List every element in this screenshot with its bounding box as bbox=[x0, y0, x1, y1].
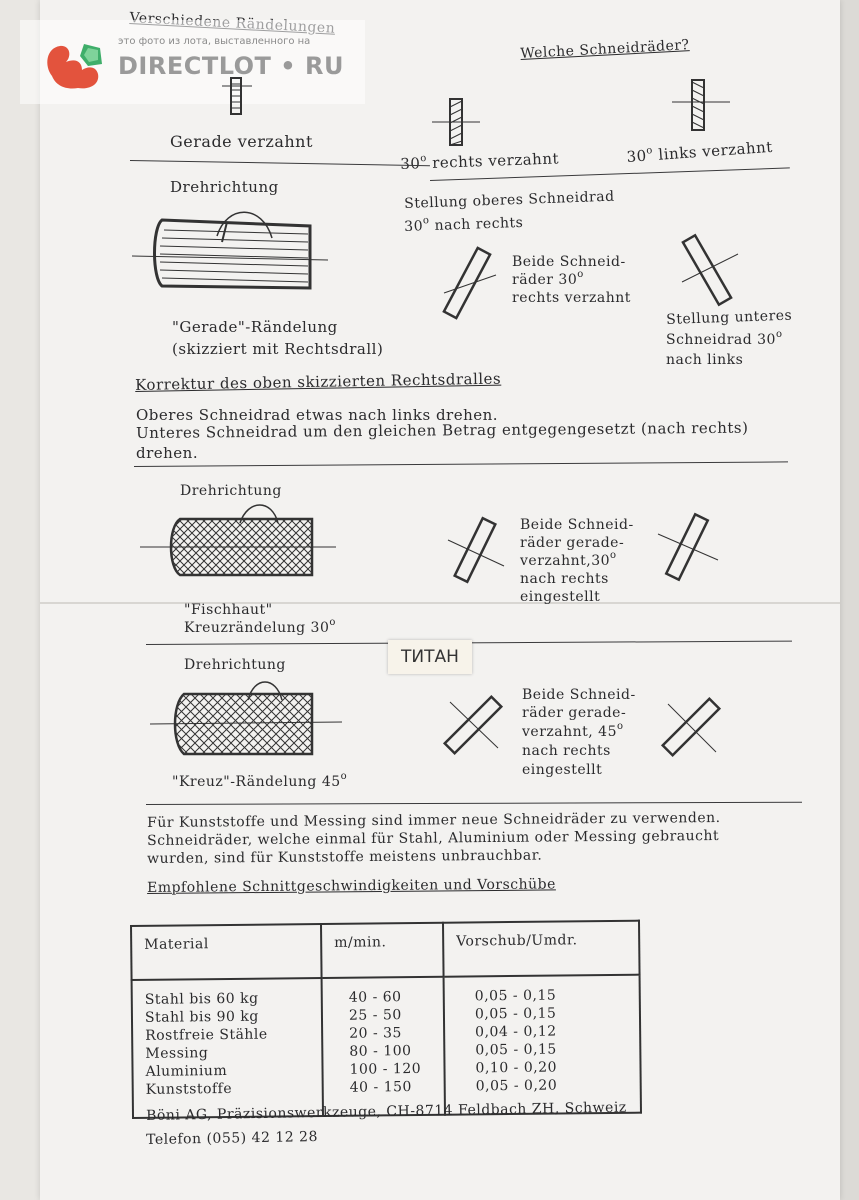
rotation-label: Drehrichtung bbox=[184, 657, 286, 673]
straight-knurl-workpiece bbox=[132, 208, 332, 293]
fischhaut-caption-text: Kreuzrändelung 30 bbox=[184, 620, 330, 636]
fischhaut-text-4: nach rechts bbox=[520, 571, 609, 587]
left-helical-wheel-icon bbox=[672, 78, 730, 136]
titan-sticker: ТИТАН bbox=[388, 640, 472, 674]
fischhaut-text-2: räder gerade- bbox=[520, 535, 625, 551]
upper-direction-text: nach rechts bbox=[434, 214, 524, 234]
table-cell: Messing bbox=[145, 1045, 209, 1062]
degree-mark: o bbox=[329, 617, 336, 628]
deg-30: 30 bbox=[626, 146, 648, 166]
kreuz-workpiece bbox=[150, 680, 346, 760]
speed-cell bbox=[322, 977, 445, 1116]
fold-line bbox=[40, 602, 840, 604]
degree-mark: o bbox=[775, 329, 783, 340]
note-line-3: wurden, sind für Kunststoffe meistens unbrauchbar. bbox=[147, 847, 543, 867]
right-helical-wheel-icon bbox=[432, 97, 480, 152]
kreuz-caption-text: "Kreuz"-Rändelung 45 bbox=[172, 774, 341, 790]
correction-title: Korrektur des oben skizzierten Rechtsdralles bbox=[135, 369, 502, 394]
both-wheels-line-1: Beide Schneid- bbox=[512, 254, 626, 270]
note-line-1: Für Kunststoffe und Messing sind immer neue Schneidräder zu verwenden. bbox=[147, 809, 721, 831]
watermark-brand: DIRECTLOT • RU bbox=[118, 52, 344, 80]
kreuz-angle-text: verzahnt, 45 bbox=[522, 724, 617, 740]
table-cell: 0,05 - 0,20 bbox=[475, 1077, 558, 1095]
lower-wheel-line-1: Stellung unteres bbox=[666, 307, 793, 328]
kreuz-wheel-right bbox=[656, 692, 726, 764]
kreuz-text-4: nach rechts bbox=[522, 743, 611, 759]
watermark-panel bbox=[20, 20, 365, 104]
table-cell: 0,10 - 0,20 bbox=[475, 1059, 558, 1077]
kreuz-text-5: eingestellt bbox=[522, 762, 603, 778]
column-header-material: Material bbox=[131, 924, 322, 980]
fischhaut-wheel-left bbox=[446, 518, 506, 584]
fischhaut-workpiece bbox=[140, 505, 340, 585]
table-cell: Aluminium bbox=[145, 1062, 228, 1080]
table-cell: Rostfreie Stähle bbox=[145, 1026, 268, 1044]
squirrel-logo-icon bbox=[42, 36, 112, 92]
correction-line-1: Oberes Schneidrad etwas nach links drehen. bbox=[136, 406, 499, 424]
straight-label: Gerade verzahnt bbox=[170, 132, 313, 151]
company-address: Böni AG, Präzisionswerkzeuge, CH-8714 Feldbach ZH, Schweiz bbox=[146, 1099, 627, 1124]
feed-cell bbox=[444, 975, 641, 1115]
kreuz-text-3 bbox=[522, 721, 624, 740]
fischhaut-wheel-right bbox=[656, 512, 720, 584]
kreuz-wheel-left bbox=[440, 690, 508, 762]
table-title: Empfohlene Schnittgeschwindigkeiten und Vorschübe bbox=[147, 876, 556, 896]
fischhaut-angle-text: verzahnt,30 bbox=[520, 553, 611, 569]
fischhaut-text-3 bbox=[520, 550, 617, 569]
table-cell: 40 - 60 bbox=[348, 989, 402, 1006]
table-cell: 80 - 100 bbox=[349, 1043, 412, 1060]
deg-30: 30 bbox=[400, 154, 421, 173]
both-wheels-line-2 bbox=[512, 269, 584, 288]
table-cell: 0,05 - 0,15 bbox=[475, 1041, 557, 1059]
phone-number: Telefon (055) 42 12 28 bbox=[146, 1129, 319, 1148]
left-teeth-text: links verzahnt bbox=[657, 137, 774, 164]
lower-wheel-line-3: nach links bbox=[666, 352, 744, 368]
both-wheels-line-3: rechts verzahnt bbox=[512, 290, 631, 306]
lower-wheel-diagram bbox=[678, 232, 740, 310]
kreuz-caption bbox=[172, 771, 348, 790]
column-header-feed: Vorschub/Umdr. bbox=[443, 921, 640, 977]
lower-wheel-line-2 bbox=[666, 329, 783, 348]
table-cell: 40 - 150 bbox=[349, 1079, 412, 1096]
fischhaut-text-1: Beide Schneid- bbox=[520, 517, 634, 533]
table-cell: 20 - 35 bbox=[349, 1025, 402, 1042]
fischhaut-text-5: eingestellt bbox=[520, 589, 601, 605]
column-header-speed: m/min. bbox=[321, 923, 444, 978]
table-cell: Kunststoffe bbox=[145, 1080, 233, 1098]
cutting-speed-table bbox=[130, 920, 642, 1119]
fischhaut-caption-2 bbox=[184, 617, 336, 636]
rotation-label: Drehrichtung bbox=[180, 483, 282, 499]
table-cell: 0,05 - 0,15 bbox=[474, 1005, 557, 1023]
degree-mark: o bbox=[420, 153, 427, 165]
table-cell: 100 - 120 bbox=[349, 1060, 422, 1078]
kreuz-text-2: räder gerade- bbox=[522, 705, 627, 721]
upper-wheel-setting: Stellung oberes Schneidrad bbox=[404, 188, 615, 212]
degree-mark: o bbox=[645, 145, 654, 157]
right-teeth-text: rechts verzahnt bbox=[431, 149, 560, 172]
degree-mark: o bbox=[340, 771, 348, 782]
rotation-label: Drehrichtung bbox=[170, 178, 279, 196]
upper-wheel-diagram bbox=[440, 245, 500, 323]
kreuz-text-1: Beide Schneid- bbox=[522, 687, 636, 703]
table-cell: 0,05 - 0,15 bbox=[474, 987, 557, 1005]
degree-mark: o bbox=[616, 721, 624, 732]
header-right-title: Welche Schneidräder? bbox=[520, 37, 690, 62]
table-cell: 25 - 50 bbox=[348, 1007, 402, 1024]
watermark-caption: это фото из лота, выставленного на bbox=[118, 36, 311, 47]
degree-mark: o bbox=[610, 550, 617, 561]
correction-line-2: Unteres Schneidrad um den gleichen Betrag entgegengesetzt (nach rechts) bbox=[136, 418, 749, 442]
material-cell bbox=[132, 978, 323, 1118]
straight-knurl-caption: "Gerade"-Rändelung bbox=[172, 318, 338, 336]
table-body-row bbox=[132, 975, 641, 1118]
degree-mark: o bbox=[577, 269, 584, 280]
note-line-2: Schneidräder, welche einmal für Stahl, Aluminium oder Messing gebraucht bbox=[147, 828, 720, 849]
deg-30: 30 bbox=[404, 218, 424, 235]
straight-knurl-wheel-icon bbox=[222, 78, 252, 118]
table-cell: Stahl bis 60 kg bbox=[144, 990, 259, 1008]
straight-knurl-caption-2: (skizziert mit Rechtsdrall) bbox=[172, 340, 384, 358]
table-cell: 0,04 - 0,12 bbox=[475, 1023, 557, 1041]
both-wheels-text: räder 30 bbox=[512, 272, 578, 288]
table-header-row bbox=[131, 921, 640, 980]
table-cell: Stahl bis 90 kg bbox=[144, 1008, 259, 1026]
correction-line-3: drehen. bbox=[136, 444, 199, 462]
lower-wheel-text: Schneidrad 30 bbox=[666, 332, 776, 348]
degree-mark: o bbox=[422, 215, 430, 227]
fischhaut-caption-1: "Fischhaut" bbox=[184, 602, 273, 618]
